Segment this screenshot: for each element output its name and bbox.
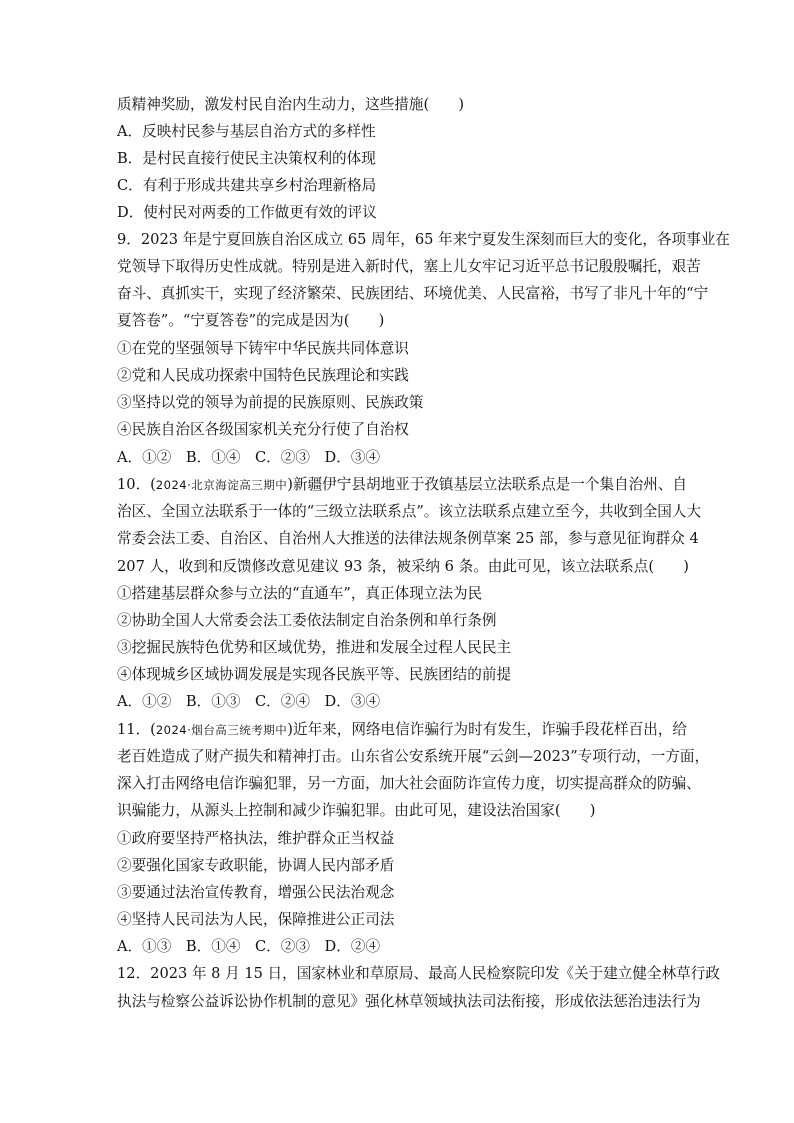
q9-statement-1: ①在党的坚强领导下铸牢中华民族共同体意识 [117,340,409,357]
q10-statement-2: ②协助全国人大常委会法工委依法制定自治条例和单行条例 [117,612,497,629]
q10-stem-first-rest: )新疆伊宁县胡地亚于孜镇基层立法联系点是一个集自治州、自 [287,476,688,493]
q9-stem-line-1: 9．2023 年是宁夏回族自治区成立 65 周年，65 年来宁夏发生深刻而巨大的变化，各项事业在 [117,231,730,248]
q11-statement-1: ①政府要坚持严格执法，维护群众正当权益 [117,830,395,847]
q8-option-c: C．有利于形成共建共享乡村治理新格局 [117,177,377,194]
q9-stem-line-4: 夏答卷”。“宁夏答卷”的完成是因为( ) [117,312,385,329]
q8-option-b: B．是村民直接行使民主决策权利的体现 [117,150,376,167]
q11-stem-first-rest: )近年来，网络电信诈骗行为时有发生，诈骗手段花样百出，给 [287,721,688,738]
q10-stem-line-2: 治区、全国立法联系于一体的“三级立法联系点”。该立法联系点建立至今，共收到全国人大 [117,503,702,520]
q8-stem-tail: 质精神奖励，激发村民自治内生动力，这些措施( ) [117,96,465,113]
q10-statement-3: ③挖掘民族特色优势和区域优势，推进和发展全过程人民民主 [117,639,512,656]
q11-number: 11．( [117,721,156,738]
q8-option-d: D．使村民对两委的工作做更有效的评议 [117,204,377,221]
q11-stem-line-3: 深入打击网络电信诈骗犯罪，另一方面，加大社会面防诈宣传力度，切实提高群众的防骗、 [117,775,701,792]
q10-choices: A．①② B．①③ C．②④ D．③④ [117,693,381,710]
q10-statement-1: ①搭建基层群众参与立法的“直通车”，真正体现立法为民 [117,585,483,602]
q9-stem-line-2: 党领导下取得历史性成就。特别是进入新时代，塞上儿女牢记习近平总书记殷殷嘱托，艰苦 [117,258,701,275]
q9-statement-3: ③坚持以党的领导为前提的民族原则、民族政策 [117,394,424,411]
q10-stem-line-4: 207 人，收到和反馈修改意见建议 93 条，被采纳 6 条。由此可见，该立法联系点( ) [117,558,689,575]
q8-option-a: A．反映村民参与基层自治方式的多样性 [117,123,376,140]
q10-stem-line-1 [117,475,687,495]
q9-stem-line-3: 奋斗、真抓实干，实现了经济繁荣、民族团结、环境优美、人民富裕，书写了非凡十年的“宁 [117,285,709,302]
q11-stem-line-1 [117,720,687,740]
q9-statement-4: ④民族自治区各级国家机关充分行使了自治权 [117,421,409,438]
q9-choices: A．①② B．①④ C．②③ D．③④ [117,449,381,466]
q11-stem-line-4: 识骗能力，从源头上控制和减少诈骗犯罪。由此可见，建设法治国家( ) [117,802,596,819]
q10-number: 10．( [117,476,156,493]
q12-stem-line-1: 12．2023 年 8 月 15 日，国家林业和草原局、最高人民检察院印发《关于建立健全林草行政 [117,965,720,982]
q9-statement-2: ②党和人民成功探索中国特色民族理论和实践 [117,367,409,384]
q11-source: 2024·烟台高三统考期中 [155,723,288,737]
q10-source: 2024·北京海淀高三期中 [155,478,288,492]
q11-statement-2: ②要强化国家专政职能，协调人民内部矛盾 [117,857,395,874]
q11-stem-line-2: 老百姓造成了财产损失和精神打击。山东省公安系统开展“云剑—2023”专项行动，一方面， [117,748,710,765]
q10-stem-line-3: 常委会法工委、自治区、自治州人大推送的法律法规条例草案 25 部，参与意见征询群众 4 [117,530,699,547]
q11-statement-3: ③要通过法治宣传教育，增强公民法治观念 [117,884,395,901]
q11-choices: A．①③ B．①④ C．②③ D．②④ [117,938,381,955]
q12-stem-line-2: 执法与检察公益诉讼协作机制的意见》强化林草领域执法司法衔接，形成依法惩治违法行为 [117,993,701,1010]
q10-statement-4: ④体现城乡区域协调发展是实现各民族平等、民族团结的前提 [117,666,512,683]
q11-statement-4: ④坚持人民司法为人民，保障推进公正司法 [117,911,395,928]
